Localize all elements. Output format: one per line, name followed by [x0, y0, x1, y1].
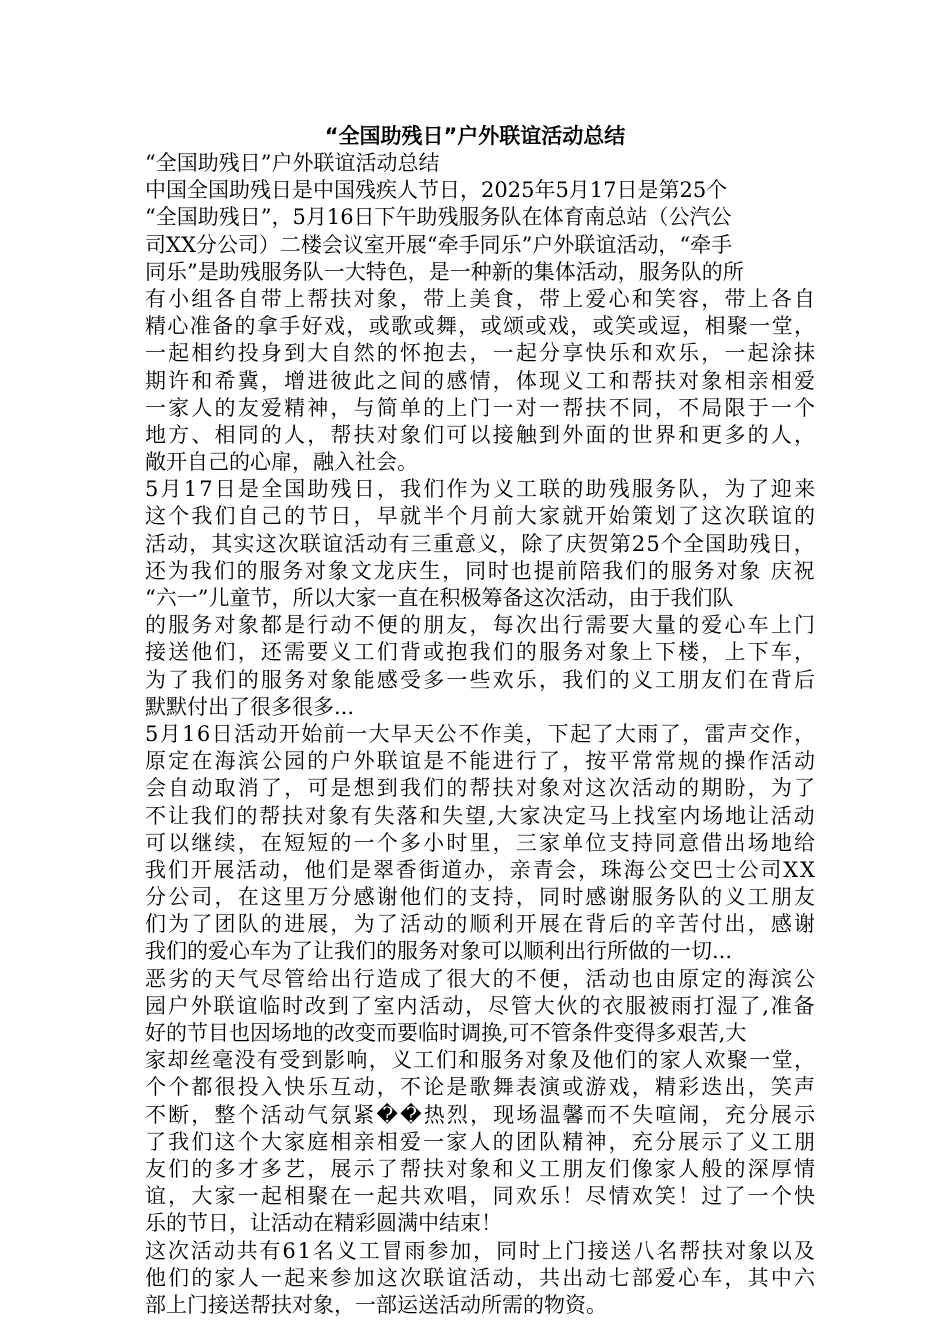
paragraph-line: 家却丝毫没有受到影响，义工们和服务对象及他们的家人欢聚一堂， [145, 1048, 817, 1073]
paragraph-line: 5月17日是全国助残日，我们作为义工联的助残服务队，为了迎来 [145, 477, 818, 502]
paragraph [145, 150, 815, 177]
paragraph-line: 为了我们的服务对象能感受多一些欢乐，我们的义工朋友们在背后 [145, 667, 818, 692]
paragraph-line: 有小组各自带上帮扶对象，带上美食，带上爱心和笑容，带上各自 [145, 286, 818, 311]
paragraph-line: 接送他们，还需要义工们背或抱我们的服务对象上下楼，上下车， [145, 640, 818, 665]
paragraph-line: 同乐”是助残服务队一大特色，是一种新的集体活动，服务队的所 [145, 259, 744, 284]
paragraph-line: 不断，整个活动气氛紧��热烈，现场温馨而不失喧闹，充分展示 [145, 1102, 818, 1127]
paragraph-line: 他们的家人一起来参加这次联谊活动，共出动七部爱心车，其中六 [145, 1265, 818, 1290]
paragraph [145, 1238, 818, 1320]
paragraph-line: 这个我们自己的节日，早就半个月前大家就开始策划了这次联谊的 [145, 504, 818, 529]
paragraph-line: 园户外联谊临时改到了室内活动，尽管大伙的衣服被雨打湿了,准备 [145, 993, 817, 1018]
paragraph [145, 476, 818, 721]
paragraph-line: 期许和希冀，增进彼此之间的感情，体现义工和帮扶对象相亲相爱 [145, 368, 818, 393]
paragraph [145, 966, 818, 1238]
paragraph-line: 一家人的友爱精神，与简单的上门一对一帮扶不同，不局限于一个 [145, 395, 818, 420]
paragraph-line: 司XX分公司）二楼会议室开展“牵手同乐”户外联谊活动，“牵手 [145, 232, 733, 257]
paragraph-line: 了我们这个大家庭相亲相爱一家人的团队精神，充分展示了义工朋 [145, 1129, 818, 1154]
paragraph-line: 原定在海滨公园的户外联谊是不能进行了，按平常常规的操作活动 [145, 749, 818, 774]
paragraph-line: 恶劣的天气尽管给出行造成了很大的不便，活动也由原定的海滨公 [145, 966, 818, 991]
paragraph-line: 好的节目也因场地的改变而要临时调换,可不管条件变得多艰苦,大 [145, 1021, 747, 1045]
paragraph-line: 们为了团队的进展，为了活动的顺利开展在背后的辛苦付出，感谢 [145, 912, 818, 937]
paragraph-line: 地方、相同的人，帮扶对象们可以接触到外面的世界和更多的人， [145, 422, 818, 447]
paragraph-line: “六一”儿童节，所以大家一直在积极筹备这次活动，由于我们队 [145, 586, 734, 610]
paragraph-line: 乐的节日，让活动在精彩圆满中结束！ [145, 1211, 502, 1236]
document-title: “全国助残日”户外联谊活动总结 [324, 124, 626, 148]
paragraph-line: 友们的多才多艺，展示了帮扶对象和义工朋友们像家人般的深厚情 [145, 1156, 818, 1181]
paragraph-line: 一起相约投身到大自然的怀抱去，一起分享快乐和欢乐，一起涂抹 [145, 341, 818, 366]
paragraph-line: 我们开展活动，他们是翠香街道办，亲青会，珠海公交巴士公司XX [145, 857, 817, 882]
paragraph-line: 可以继续，在短短的一个多小时里，三家单位支持同意借出场地给 [145, 830, 818, 855]
paragraph-line: 的服务对象都是行动不便的朋友，每次出行需要大量的爱心车上门 [145, 613, 818, 638]
paragraph-line: 个个都很投入快乐互动，不论是歌舞表演或游戏，精彩迭出，笑声 [145, 1075, 818, 1100]
paragraph-line: “全国助残日”，5月16日下午助残服务队在体育南总站（公汽公 [145, 205, 732, 230]
paragraph-line: 我们的爱心车为了让我们的服务对象可以顺利出行所做的一切... [145, 939, 733, 964]
paragraph-line: 这次活动共有61名义工冒雨参加，同时上门接送八名帮扶对象以及 [145, 1238, 817, 1263]
paragraph-line: 部上门接送帮扶对象，一部运送活动所需的物资。 [145, 1292, 607, 1317]
paragraph-line: 精心准备的拿手好戏，或歌或舞，或颂或戏，或笑或逗，相聚一堂， [145, 314, 817, 339]
paragraph-line: “全国助残日”户外联谊活动总结 [145, 151, 440, 175]
paragraph-line: 谊，大家一起相聚在一起共欢唱，同欢乐！尽情欢笑！过了一个快 [145, 1184, 818, 1209]
paragraph-line: 5月16日活动开始前一大早天公不作美，下起了大雨了，雷声交作， [145, 721, 817, 746]
paragraph-line: 默默付出了很多很多... [145, 694, 355, 719]
paragraph-line: 不让我们的帮扶对象有失落和失望,大家决定马上找室内场地让活动 [145, 803, 817, 828]
paragraph-line: 中国全国助残日是中国残疾人节日，2025年5月17日是第25个 [145, 178, 728, 203]
paragraph-line: 会自动取消了，可是想到我们的帮扶对象对这次活动的期盼，为了 [145, 776, 818, 801]
paragraph [145, 177, 818, 476]
paragraph-line: 活动，其实这次联谊活动有三重意义，除了庆贺第25个全国助残日， [145, 531, 816, 556]
paragraph-line: 还为我们的服务对象文龙庆生，同时也提前陪我们的服务对象 庆祝 [145, 558, 817, 583]
paragraph-line: 敞开自己的心扉，融入社会。 [145, 450, 418, 475]
document-body [145, 150, 818, 1319]
paragraph-line: 分公司，在这里万分感谢他们的支持，同时感谢服务队的义工朋友 [145, 885, 818, 910]
paragraph [145, 721, 818, 966]
